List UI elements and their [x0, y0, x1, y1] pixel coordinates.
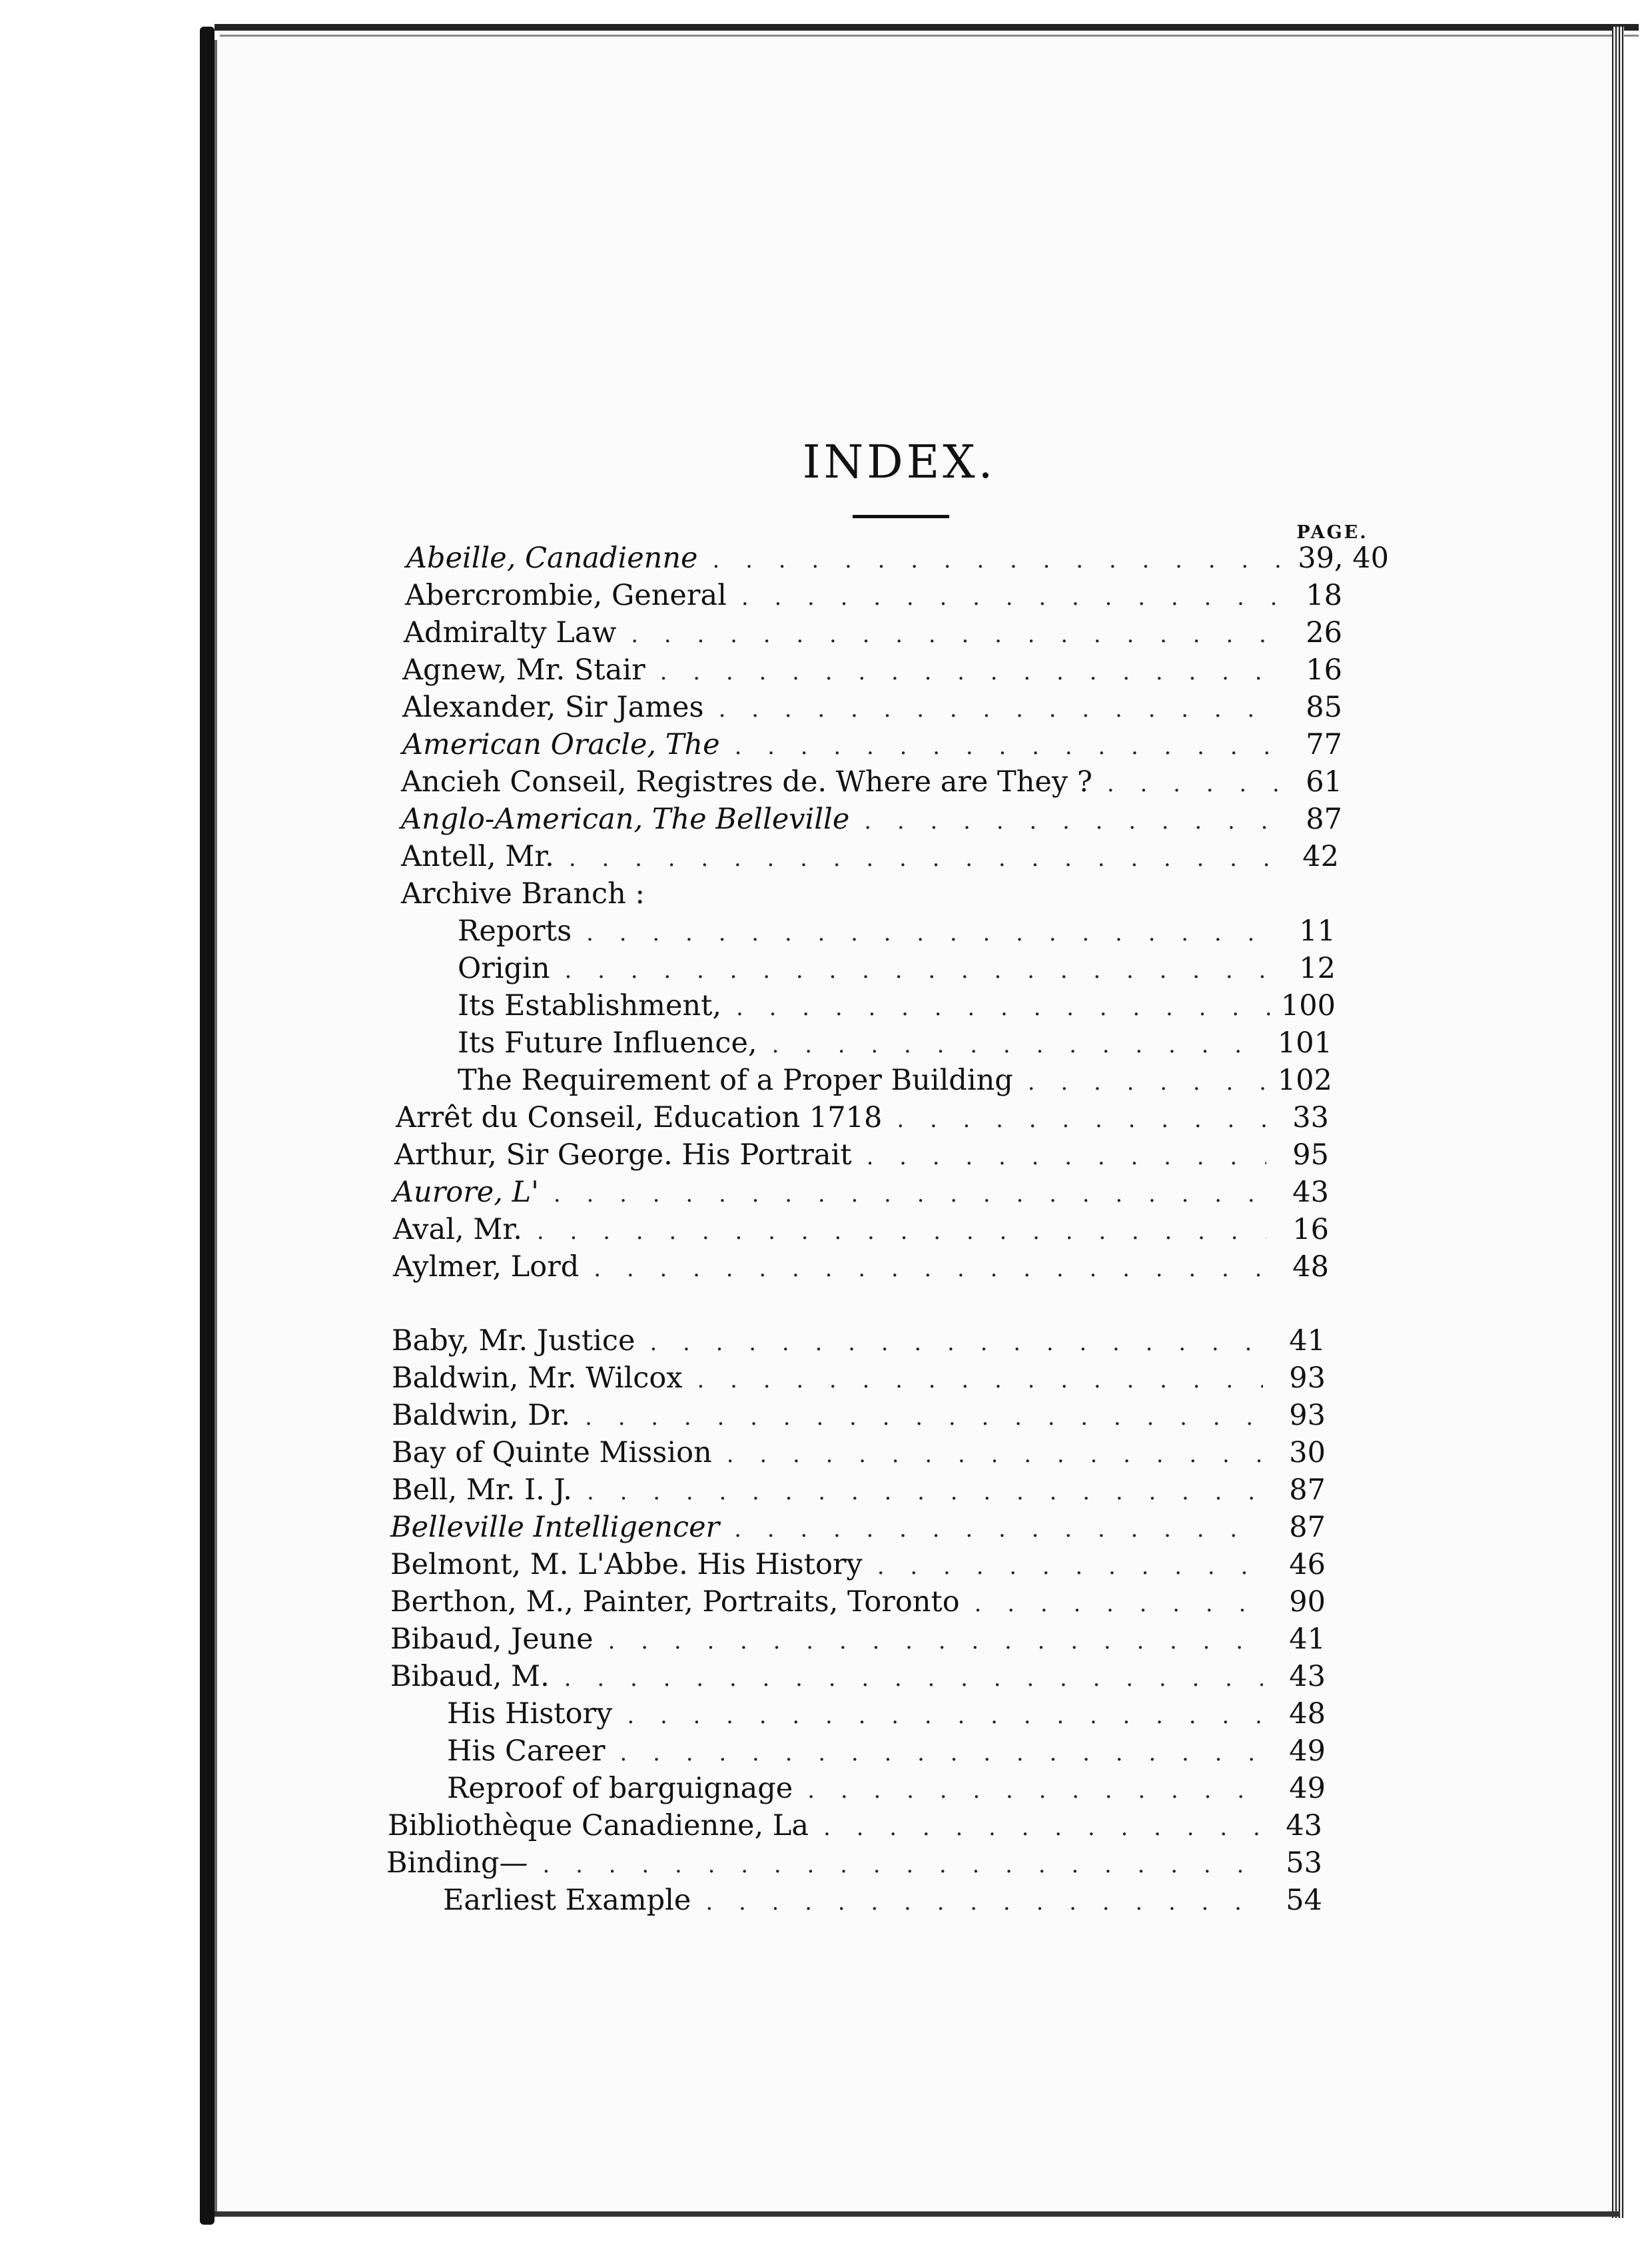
dot-leader — [635, 1324, 1263, 1361]
index-entry — [401, 875, 1339, 913]
index-entry-label: Earliest Example — [443, 1884, 691, 1917]
index-entry-pages: 30 — [1289, 1436, 1326, 1469]
index-entry-pages: 87 — [1306, 803, 1342, 836]
dot-leader — [698, 542, 1289, 579]
index-entry — [401, 801, 1342, 838]
index-entry-pages: 46 — [1289, 1548, 1326, 1581]
index-entry — [402, 689, 1342, 726]
index-entry-pages: 33 — [1292, 1101, 1329, 1134]
index-entry — [401, 838, 1339, 875]
index-entry-pages: 53 — [1286, 1846, 1322, 1880]
dot-leader — [720, 728, 1280, 765]
index-entry — [390, 1621, 1326, 1658]
index-entry-label: Ancieh Conseil, Registres de. Where are They ? — [401, 765, 1092, 799]
index-entry — [458, 950, 1336, 987]
index-entry-pages: 48 — [1289, 1697, 1326, 1730]
index-entry-label: Alexander, Sir James — [402, 691, 704, 724]
index-entry-pages: 49 — [1289, 1772, 1326, 1805]
dot-leader — [719, 1511, 1263, 1548]
index-entry-pages: 43 — [1286, 1809, 1322, 1842]
index-entry-label: Its Establishment, — [458, 989, 722, 1022]
index-entry-label: Admiralty Law — [404, 616, 617, 649]
index-entry-label: Bell, Mr. I. J. — [392, 1473, 572, 1507]
dot-leader — [882, 1101, 1266, 1138]
index-entry-pages: 100 — [1280, 989, 1336, 1022]
dot-leader — [550, 1660, 1263, 1697]
index-entry-label: Baldwin, Dr. — [392, 1399, 571, 1432]
index-entry-label: Abercrombie, General — [405, 579, 727, 612]
index-entry-pages: 87 — [1289, 1473, 1326, 1507]
index-entry — [405, 577, 1342, 614]
index-entry — [447, 1770, 1326, 1807]
dot-leader — [849, 803, 1280, 840]
dot-leader — [852, 1138, 1266, 1176]
index-entry — [447, 1695, 1326, 1732]
index-entry — [390, 1583, 1326, 1621]
index-entry-pages: 90 — [1289, 1585, 1326, 1619]
index-entry-label: Belleville Intelligencer — [390, 1511, 720, 1544]
index-entry — [392, 1471, 1326, 1509]
index-entry — [458, 1024, 1332, 1062]
index-entry-label: Arrêt du Conseil, Education 1718 — [396, 1101, 883, 1134]
index-entry-label: Baldwin, Mr. Wilcox — [392, 1361, 683, 1395]
index-entry — [390, 1658, 1326, 1695]
index-entry-label: Binding— — [386, 1846, 528, 1880]
index-entry-label: Aval, Mr. — [393, 1213, 522, 1246]
index-entry-label: Arthur, Sir George. His Portrait — [394, 1138, 852, 1172]
index-entry-pages: 77 — [1306, 728, 1342, 761]
index-entry — [393, 1174, 1329, 1211]
index-entry-pages: 41 — [1289, 1623, 1326, 1656]
index-title: INDEX. — [802, 436, 997, 489]
index-entry-label: American Oracle, The — [402, 728, 720, 761]
index-entry-pages: 49 — [1289, 1734, 1326, 1768]
index-entry-pages: 54 — [1286, 1884, 1322, 1917]
index-entry — [447, 1732, 1326, 1770]
dot-leader — [579, 1250, 1266, 1288]
index-entry-label: Berthon, M., Painter, Portraits, Toronto — [390, 1585, 960, 1619]
index-entry-label: Aurore, L' — [393, 1176, 539, 1209]
dot-leader — [522, 1213, 1266, 1250]
index-entry-label: Origin — [458, 952, 550, 985]
index-entry-pages: 26 — [1306, 616, 1342, 649]
index-entry-pages: 41 — [1289, 1324, 1326, 1357]
dot-leader — [704, 691, 1280, 728]
index-entry — [390, 1546, 1326, 1583]
index-entry-label: Archive Branch : — [401, 877, 645, 911]
index-entry — [402, 651, 1342, 689]
index-entry-label: Belmont, M. L'Abbe. His History — [390, 1548, 863, 1581]
dot-leader — [863, 1548, 1263, 1585]
index-entry-label: Abeille, Canadienne — [406, 542, 698, 575]
dot-leader — [645, 653, 1280, 691]
index-entry-pages: 93 — [1289, 1361, 1326, 1395]
index-entry-label: Aylmer, Lord — [393, 1250, 580, 1284]
index-entry — [392, 1397, 1326, 1434]
dot-leader — [612, 1697, 1263, 1734]
index-entry — [388, 1807, 1322, 1844]
dot-leader — [712, 1436, 1263, 1473]
index-entry — [406, 540, 1389, 577]
dot-leader — [757, 1026, 1268, 1064]
index-entry-label: His Career — [447, 1734, 606, 1768]
index-entry — [458, 987, 1336, 1024]
index-entry-label: Bibliothèque Canadienne, La — [388, 1809, 809, 1842]
index-entry — [396, 1099, 1329, 1136]
index-entry — [458, 913, 1336, 950]
dot-leader — [960, 1585, 1263, 1623]
index-entry-pages: 87 — [1289, 1511, 1326, 1544]
index-entry-label: The Requirement of a Proper Building — [458, 1064, 1013, 1097]
index-entry-pages: 61 — [1306, 765, 1342, 799]
dot-leader — [809, 1809, 1260, 1846]
index-entry-pages: 43 — [1289, 1660, 1326, 1693]
dot-leader — [572, 1473, 1263, 1511]
index-entry-pages: 43 — [1292, 1176, 1329, 1209]
index-entry — [394, 1136, 1329, 1174]
index-entry — [386, 1844, 1322, 1882]
index-entry-pages: 18 — [1306, 579, 1342, 612]
dot-leader — [528, 1846, 1260, 1884]
dot-leader — [793, 1772, 1263, 1809]
dot-leader — [616, 616, 1280, 653]
index-entry-label: Bibaud, Jeune — [390, 1623, 594, 1656]
index-entry-label: Reports — [458, 915, 572, 948]
dot-leader — [606, 1734, 1263, 1772]
index-entry-pages: 39, 40 — [1298, 542, 1389, 575]
index-entry — [390, 1509, 1326, 1546]
index-entry — [443, 1882, 1322, 1919]
index-entry-pages: 48 — [1292, 1250, 1329, 1284]
index-entry — [393, 1248, 1329, 1286]
dot-leader — [1013, 1064, 1268, 1101]
index-entry — [393, 1211, 1329, 1248]
dot-leader — [682, 1361, 1263, 1399]
index-entry-pages: 102 — [1277, 1064, 1332, 1097]
index-entry-pages: 11 — [1299, 915, 1336, 948]
dot-leader — [570, 1399, 1263, 1436]
index-entry-label: Baby, Mr. Justice — [392, 1324, 635, 1357]
index-entry-label: Anglo-American, The Belleville — [401, 803, 850, 836]
index-entry — [404, 614, 1342, 651]
page-column-header: PAGE. — [1296, 522, 1368, 543]
index-entry — [401, 763, 1342, 801]
dot-leader — [572, 915, 1273, 952]
dot-leader — [721, 989, 1272, 1026]
index-entry-pages: 16 — [1292, 1213, 1329, 1246]
dot-leader — [539, 1176, 1266, 1213]
index-entry-pages: 85 — [1306, 691, 1342, 724]
dot-leader — [727, 579, 1280, 616]
dot-leader — [691, 1884, 1260, 1921]
index-entry-label: Antell, Mr. — [401, 840, 554, 873]
index-entry-pages: 95 — [1292, 1138, 1329, 1172]
dot-leader — [554, 840, 1276, 877]
index-entry-pages: 12 — [1299, 952, 1336, 985]
index-entry-label: Reproof of barguignage — [447, 1772, 793, 1805]
index-entry-pages: 16 — [1306, 653, 1342, 687]
index-entry-label: Agnew, Mr. Stair — [402, 653, 645, 687]
index-entry-pages: 101 — [1277, 1026, 1332, 1060]
index-entry-label: His History — [447, 1697, 613, 1730]
index-entry — [402, 726, 1342, 763]
index-entry-pages: 93 — [1289, 1399, 1326, 1432]
dot-leader — [594, 1623, 1263, 1660]
dot-leader — [1092, 765, 1280, 803]
index-entry — [392, 1434, 1326, 1471]
index-entry-label: Bay of Quinte Mission — [392, 1436, 712, 1469]
index-entry — [392, 1322, 1326, 1359]
index-entry — [458, 1062, 1332, 1099]
dot-leader — [550, 952, 1273, 989]
index-entry — [392, 1359, 1326, 1397]
index-entry-label: Bibaud, M. — [390, 1660, 550, 1693]
index-entry-pages: 42 — [1302, 840, 1339, 873]
index-entry-label: Its Future Influence, — [458, 1026, 757, 1060]
